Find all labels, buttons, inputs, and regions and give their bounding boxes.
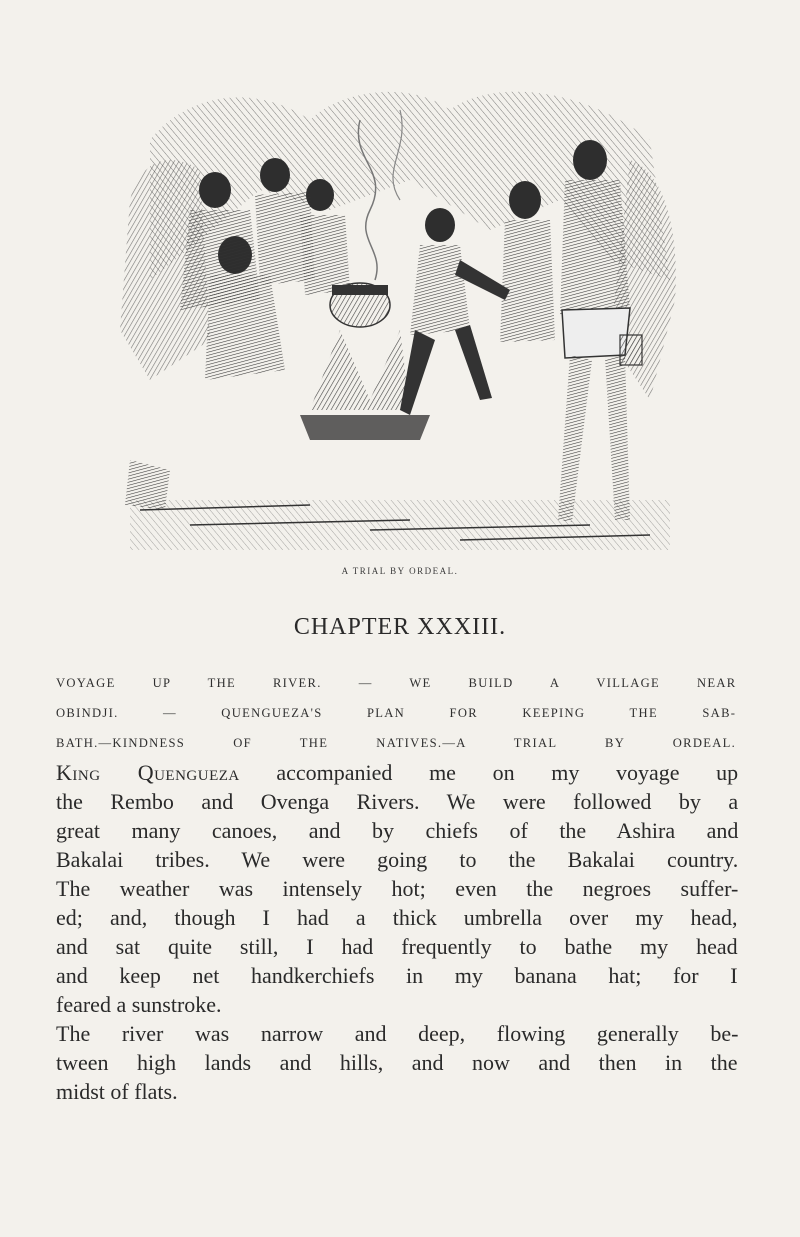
text-line: the Rembo and Ovenga Rivers. We were followed by a (56, 789, 739, 814)
chapter-title: CHAPTER XXXIII. (293, 614, 507, 640)
illustration-caption: A TRIAL BY ORDEAL. (341, 566, 459, 576)
lead-name: King Quengueza (56, 760, 240, 785)
paragraph (56, 758, 738, 1019)
text-line: The river was narrow and deep, flowing generally be- (56, 1021, 739, 1046)
summary-line: VOYAGE UP THE RIVER. — WE BUILD A VILLAGE NEAR (56, 676, 737, 690)
text-line: Bakalai tribes. We were going to the Bakalai country. (56, 847, 739, 872)
text-line: The weather was intensely hot; even the negroes suffer- (56, 876, 739, 901)
text-fragment: accompanied me on my voyage up (239, 760, 739, 785)
text-line: midst of flats. (56, 1079, 178, 1104)
summary-line: BATH.—KINDNESS OF THE NATIVES.—A TRIAL BY ORDEAL. (56, 736, 737, 750)
text-line: and sat quite still, I had frequently to bathe my head (56, 934, 738, 959)
text-line: tween high lands and hills, and now and then in the (56, 1050, 738, 1075)
text-line: ed; and, though I had a thick umbrella over my head, (56, 905, 738, 930)
text-line: feared a sunstroke. (56, 992, 222, 1017)
text-line: great many canoes, and by chiefs of the Ashira and (56, 818, 739, 843)
body-text (56, 758, 738, 1106)
engraving-illustration-icon (110, 80, 685, 565)
text-line: and keep net handkerchiefs in my banana hat; for I (56, 963, 738, 988)
text-line (56, 758, 738, 787)
chapter-summary (56, 668, 736, 758)
paragraph (56, 1019, 738, 1106)
summary-line: OBINDJI. — QUENGUEZA'S PLAN FOR KEEPING THE SAB- (56, 706, 737, 720)
